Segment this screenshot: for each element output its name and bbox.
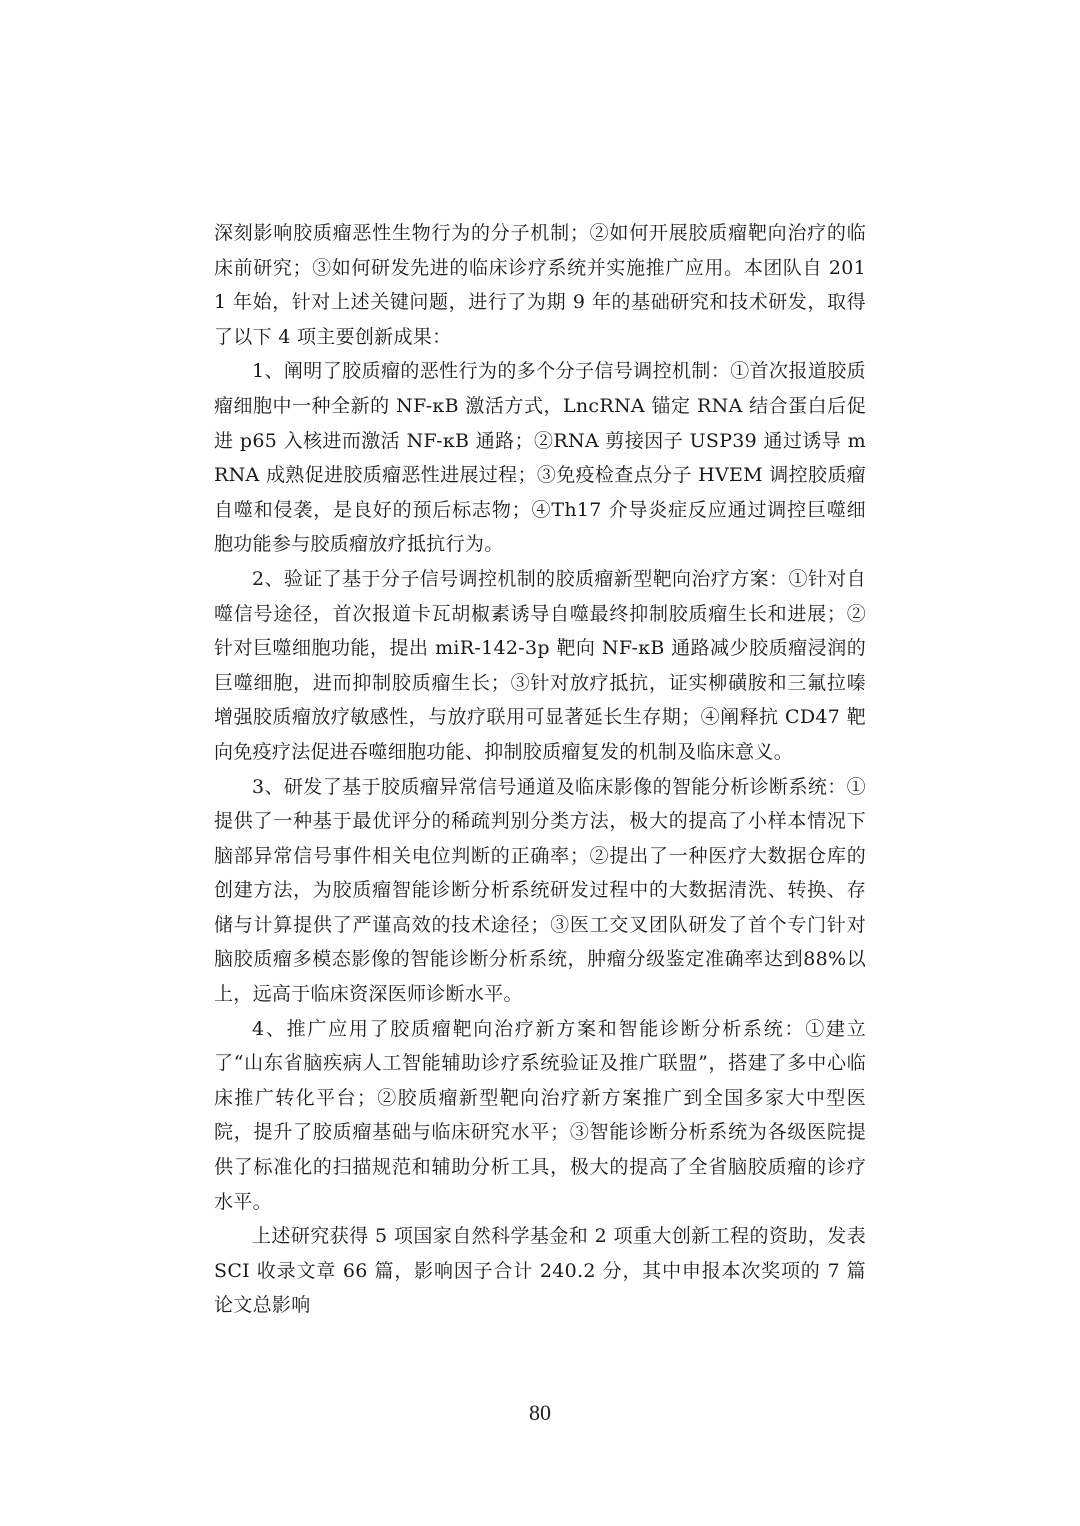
paragraph-achievement-4: 4、推广应用了胶质瘤靶向治疗新方案和智能诊断分析系统：①建立了“山东省脑疾病人工智能辅助诊疗系统验证及推广联盟”，搭建了多中心临床推广转化平台；②胶质瘤新型靶向治疗新方案推广到全国多家大中型医院，提升了胶质瘤基础与临床研究水平；③智能诊断分析系统为各级医院提供了标准化的扫描规范和辅助分析工具，极大的提高了全省脑胶质瘤的诊疗水平。 bbox=[214, 1017, 866, 1213]
paragraph-continuation: 深刻影响胶质瘤恶性生物行为的分子机制；②如何开展胶质瘤靶向治疗的临床前研究；③如何研发先进的临床诊疗系统并实施推广应用。本团队自 2011 年始，针对上述关键问题，进行了为期 9 年的基础研究和技术研发，取得了以下 4 项主要创新成果： bbox=[214, 222, 866, 348]
paragraph-achievement-3: 3、研发了基于胶质瘤异常信号通道及临床影像的智能分析诊断系统：①提供了一种基于最优评分的稀疏判别分类方法，极大的提高了小样本情况下脑部异常信号事件相关电位判断的正确率；②提出了一种医疗大数据仓库的创建方法，为胶质瘤智能诊断分析系统研发过程中的大数据清洗、转换、存储与计算提供了严谨高效的技术途径；③医工交叉团队研发了首个专门针对脑胶质瘤多模态影像的智能诊断分析系统，肿瘤分级鉴定准确率达到88%以上，远高于临床资深医师诊断水平。 bbox=[214, 775, 866, 1006]
paragraph-achievement-2: 2、验证了基于分子信号调控机制的胶质瘤新型靶向治疗方案：①针对自噬信号途径，首次报道卡瓦胡椒素诱导自噬最终抑制胶质瘤生长和进展；②针对巨噬细胞功能，提出 miR-142-3p 靶向 NF-κB 通路减少胶质瘤浸润的巨噬细胞，进而抑制胶质瘤生长；③针对放疗抵抗，证实柳磺胺和三氟拉嗪增强胶质瘤放疗敏感性，与放疗联用可显著延长生存期；④阐释抗 CD47 靶向免疫疗法促进吞噬细胞功能、抑制胶质瘤复发的机制及临床意义。 bbox=[214, 567, 866, 763]
paragraph-achievement-1: 1、阐明了胶质瘤的恶性行为的多个分子信号调控机制：①首次报道胶质瘤细胞中一种全新的 NF-κB 激活方式，LncRNA 锚定 RNA 结合蛋白后促进 p65 入核进而激活 NF-κB 通路；②RNA 剪接因子 USP39 通过诱导 mRNA 成熟促进胶质瘤恶性进展过程；③免疫检查点分子 HVEM 调控胶质瘤自噬和侵袭，是良好的预后标志物；④Th17 介导炎症反应通过调控巨噬细胞功能参与胶质瘤放疗抵抗行为。 bbox=[214, 360, 866, 556]
paragraph-funding: 上述研究获得 5 项国家自然科学基金和 2 项重大创新工程的资助，发表 SCI 收录文章 66 篇，影响因子合计 240.2 分，其中申报本次奖项的 7 篇论文总影响 bbox=[214, 1225, 866, 1317]
page-number: 80 bbox=[529, 1400, 551, 1425]
page-body bbox=[214, 216, 866, 1323]
